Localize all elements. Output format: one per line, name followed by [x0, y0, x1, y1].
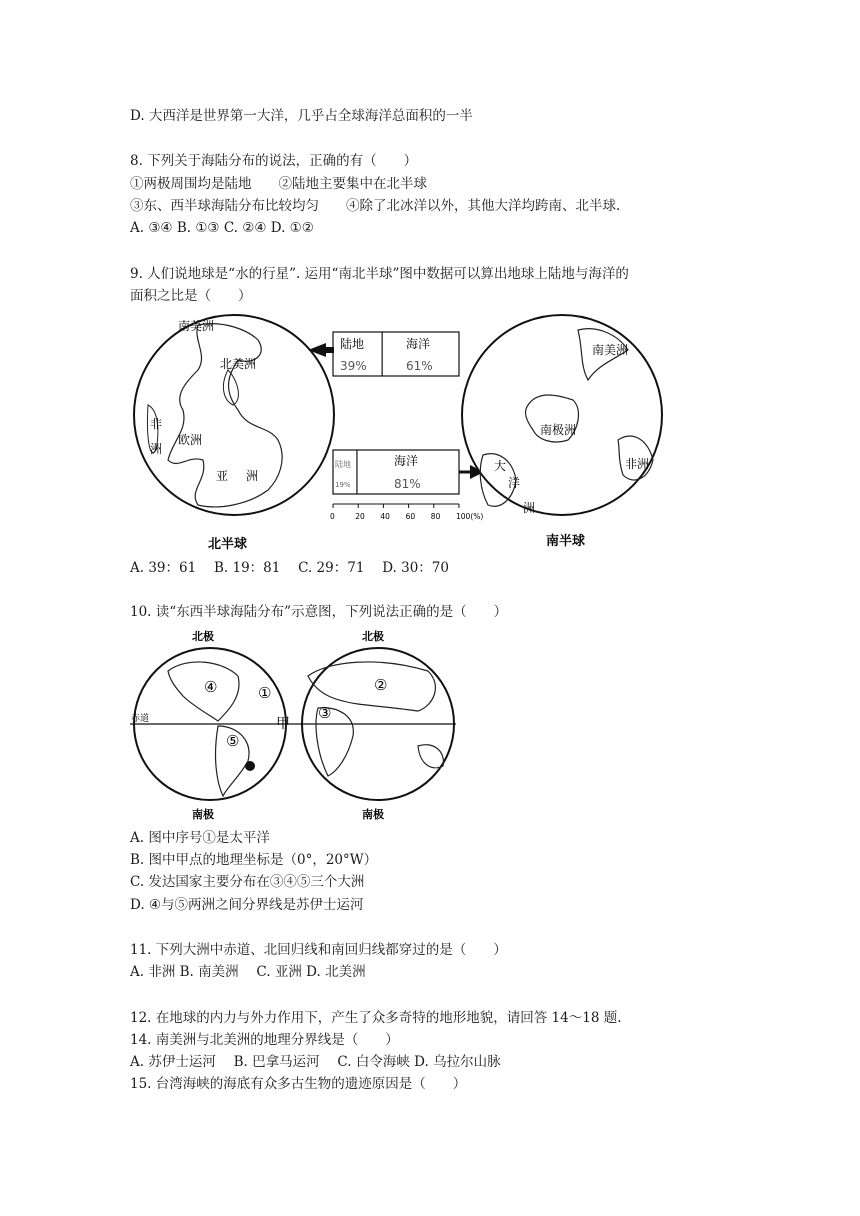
- q10-option-d: D. ④与⑤两洲之间分界线是苏伊士运河: [130, 897, 364, 913]
- q11-options: A. 非洲 B. 南美洲 C. 亚洲 D. 北美洲: [130, 964, 366, 980]
- q10-option-a: A. 图中序号①是太平洋: [130, 830, 270, 846]
- north-land-label: 陆地: [340, 337, 365, 351]
- equator-label: 赤道: [131, 714, 150, 724]
- label-north-europe: 欧洲: [178, 433, 203, 447]
- q9-stem-2: 面积之比是（ ）: [130, 288, 252, 304]
- q11-stem: 11. 下列大洲中赤道、北回归线和南回归线都穿过的是（ ）: [130, 942, 507, 958]
- label-north-asia-2: 洲: [246, 469, 259, 483]
- point-jia-label: 甲: [276, 716, 290, 732]
- north-hemisphere-globe: [134, 315, 334, 515]
- q8-options: A. ③④ B. ①③ C. ②④ D. ①②: [130, 220, 314, 236]
- south-hemisphere-caption: 南半球: [546, 534, 586, 549]
- south-pole-right: 南极: [362, 808, 384, 821]
- south-pole-left: 南极: [192, 808, 214, 821]
- label-south-antarctica: 南极洲: [540, 423, 577, 437]
- south-hemisphere-globe: [462, 315, 662, 515]
- north-ocean-value: 61%: [406, 359, 433, 373]
- q8-stem: 8. 下列关于海陆分布的说法，正确的有（ ）: [130, 153, 418, 169]
- q8-statements-2: ③东、西半球海陆分布比较均匀 ④除了北冰洋以外，其他大洋均跨南、北半球.: [130, 198, 621, 214]
- black-dot-marker: [245, 761, 255, 771]
- axis-tick-label: 0: [330, 512, 335, 521]
- axis-tick-label: 40: [380, 512, 390, 521]
- q10-option-c: C. 发达国家主要分布在③④⑤三个大洲: [130, 874, 365, 890]
- axis-tick-label: 20: [355, 512, 365, 521]
- label-south-south-america: 南美洲: [592, 343, 629, 357]
- marker-2: ②: [374, 676, 388, 694]
- marker-5: ⑤: [226, 732, 240, 750]
- label-south-africa: 非洲: [625, 457, 650, 471]
- north-hemisphere-caption: 北半球: [208, 537, 248, 552]
- south-land-label: 陆地: [335, 460, 351, 469]
- hemisphere-land-ocean-figure: [128, 310, 678, 555]
- marker-3: ③: [318, 704, 332, 722]
- q7-option-d: D. 大西洋是世界第一大洋，几乎占全球海洋总面积的一半: [130, 108, 473, 124]
- q15-stem: 15. 台湾海峡的海底有众多古生物的遗迹原因是（ ）: [130, 1076, 467, 1092]
- north-land-value: 39%: [340, 359, 367, 373]
- label-south-oceania-2: 洋: [508, 476, 521, 490]
- q10-stem: 10. 读“东西半球海陆分布”示意图，下列说法正确的是（ ）: [130, 604, 508, 620]
- north-ocean-label: 海洋: [406, 337, 431, 351]
- q9-options: A. 39：61 B. 19：81 C. 29：71 D. 30：70: [130, 560, 449, 576]
- q9-stem-1: 9. 人们说地球是“水的行星”. 运用“南北半球”图中数据可以算出地球上陆地与海洋的: [130, 266, 629, 282]
- q14-stem: 14. 南美洲与北美洲的地理分界线是（ ）: [130, 1032, 399, 1048]
- q12-stem: 12. 在地球的内力与外力作用下，产生了众多奇特的地形地貌，请回答 14～18 题.: [130, 1010, 622, 1026]
- axis-tick-label: 60: [405, 512, 416, 521]
- label-south-oceania-3: 洲: [523, 501, 536, 515]
- label-north-africa-2: 洲: [150, 442, 163, 456]
- south-ocean-value: 81%: [394, 477, 421, 491]
- south-land-ocean-box: [333, 450, 459, 494]
- axis-tick-label: 100(%): [456, 512, 484, 521]
- east-west-hemisphere-figure: [128, 626, 463, 822]
- north-pole-right: 北极: [362, 630, 384, 643]
- south-ocean-label: 海洋: [394, 454, 419, 468]
- percent-axis: [330, 504, 483, 521]
- north-land-ocean-box: [333, 332, 459, 376]
- label-north-south-america: 南美洲: [178, 319, 215, 333]
- axis-tick-label: 80: [430, 512, 441, 521]
- south-land-value: 19%: [335, 481, 351, 489]
- q10-option-b: B. 图中甲点的地理坐标是（0°，20°W）: [130, 852, 378, 868]
- label-north-north-america: 北美洲: [220, 357, 257, 371]
- label-north-asia-1: 亚: [216, 469, 229, 483]
- label-north-africa-1: 非: [150, 417, 163, 431]
- marker-4: ④: [204, 678, 218, 696]
- marker-1: ①: [258, 684, 272, 702]
- q8-statements-1: ①两极周围均是陆地 ②陆地主要集中在北半球: [130, 176, 427, 192]
- q14-options: A. 苏伊士运河 B. 巴拿马运河 C. 白令海峡 D. 乌拉尔山脉: [130, 1054, 501, 1070]
- north-arrow-shaft: [326, 347, 334, 353]
- north-pole-left: 北极: [192, 630, 214, 643]
- label-south-oceania-1: 大: [494, 459, 507, 473]
